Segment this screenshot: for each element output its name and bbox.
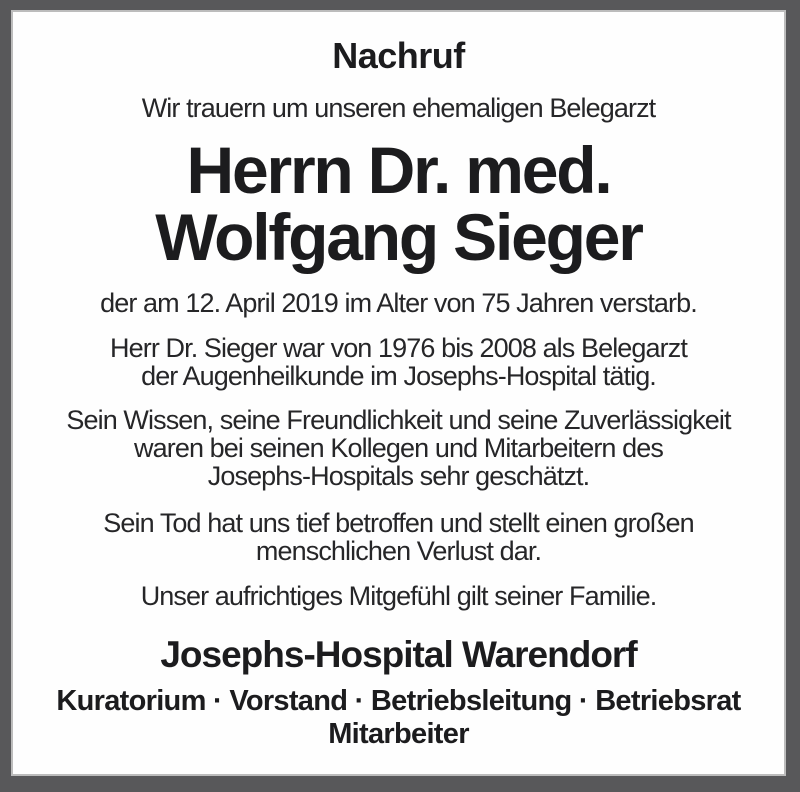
paragraph-line: Unser aufrichtiges Mitgefühl gilt seiner Familie.: [140, 581, 657, 611]
paragraph-condolence: [13, 581, 784, 611]
signature-boards-line: Kuratorium · Vorstand · Betriebsleitung · Betriebsrat: [56, 685, 741, 717]
paragraph-appreciation: [13, 406, 784, 490]
signature-organization: Josephs-Hospital Warendorf: [160, 634, 637, 675]
signature-staff-line: Mitarbeiter: [328, 718, 469, 750]
paragraph-loss: [13, 509, 784, 565]
paragraph-death-date: [13, 288, 784, 318]
deceased-salutation-line: Herrn Dr. med.: [186, 133, 611, 207]
obituary-paper: [11, 10, 786, 776]
paragraph-line: der Augenheilkunde im Josephs-Hospital tätig.: [141, 361, 656, 391]
paragraph-line: Josephs-Hospitals sehr geschätzt.: [207, 461, 590, 491]
intro-line: Wir trauern um unseren ehemaligen Belegarzt: [141, 93, 656, 123]
deceased-name-line: Wolfgang Sieger: [155, 200, 642, 274]
paragraph-line: Sein Wissen, seine Freundlichkeit und seine Zuverlässigkeit: [66, 405, 731, 435]
paragraph-line: Sein Tod hat uns tief betroffen und stellt einen großen: [103, 508, 694, 538]
obituary-content: [13, 12, 784, 751]
deceased-name: [13, 133, 784, 274]
paragraph-line: Herr Dr. Sieger war von 1976 bis 2008 als Belegarzt: [110, 333, 687, 363]
paragraph-career: [13, 334, 784, 390]
paragraph-line: der am 12. April 2019 im Alter von 75 Jahren verstarb.: [100, 288, 697, 318]
notice-title: Nachruf: [332, 35, 465, 76]
paragraph-line: menschlichen Verlust dar.: [255, 536, 542, 566]
paragraph-line: waren bei seinen Kollegen und Mitarbeitern des: [134, 433, 663, 463]
